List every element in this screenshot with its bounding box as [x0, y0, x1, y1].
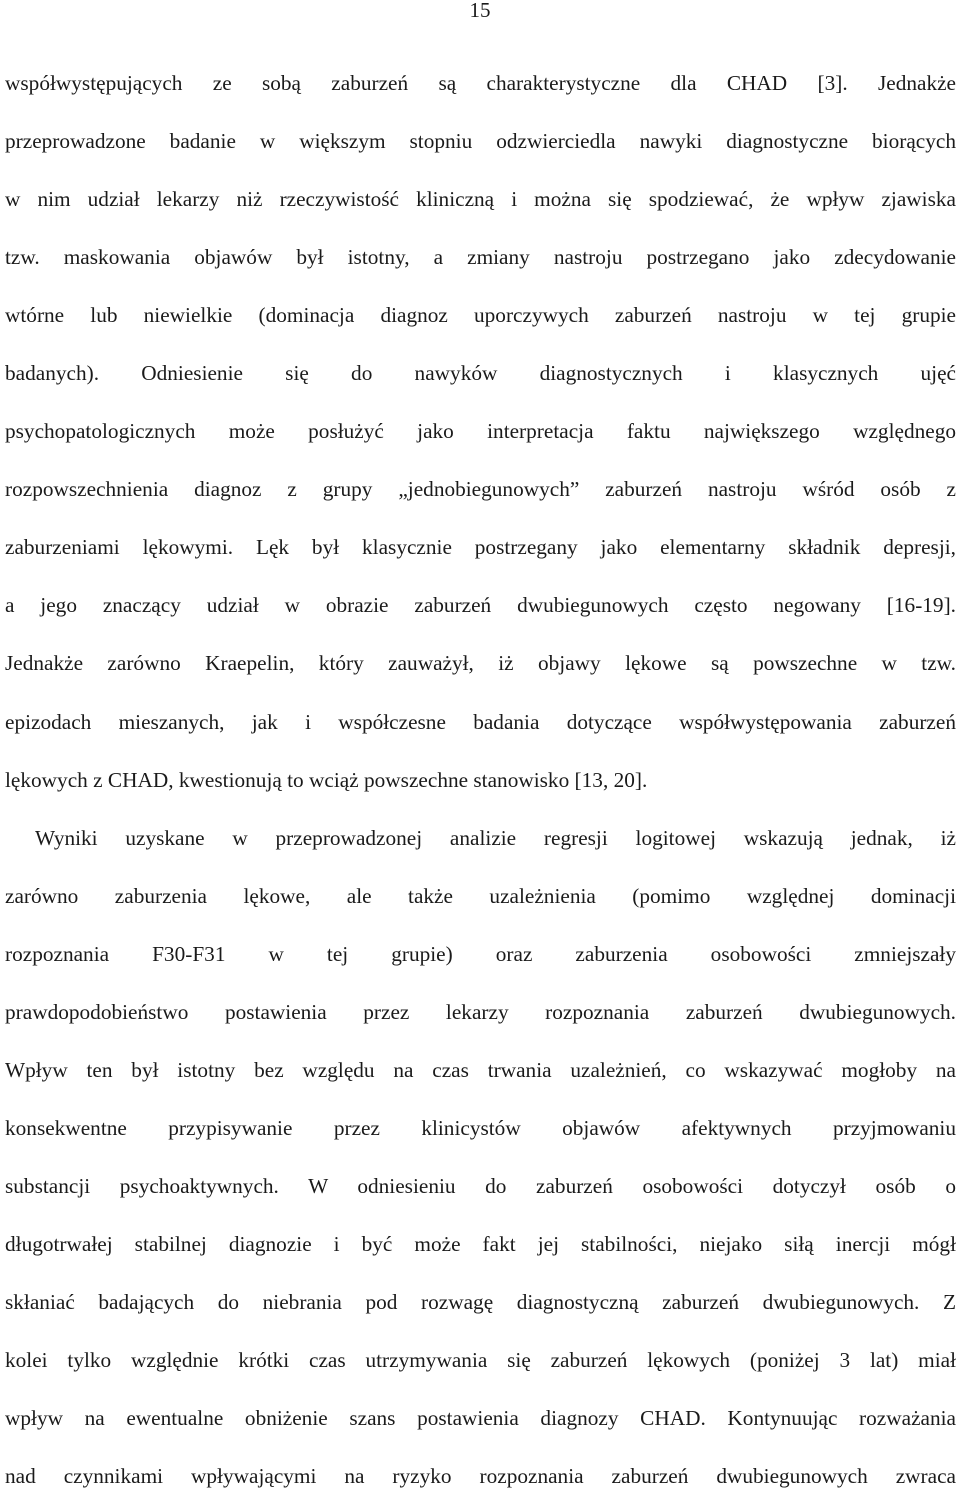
text-line: a jego znaczący udział w obrazie zaburzeń dwubiegunowych często negowany [16-19].: [5, 593, 956, 618]
text-line: rozpowszechnienia diagnoz z grupy „jednobiegunowych” zaburzeń nastroju wśród osób z: [5, 477, 956, 502]
text-line: przeprowadzone badanie w większym stopniu odzwierciedla nawyki diagnostyczne biorących: [5, 129, 956, 154]
text-line: skłaniać badających do niebrania pod rozwagę diagnostyczną zaburzeń dwubiegunowych. Z: [5, 1289, 956, 1314]
text-line: prawdopodobieństwo postawienia przez lekarzy rozpoznania zaburzeń dwubiegunowych.: [5, 999, 956, 1024]
text-line: konsekwentne przypisywanie przez klinicystów objawów afektywnych przyjmowaniu: [5, 1115, 956, 1140]
text-line: długotrwałej stabilnej diagnozie i być może fakt jej stabilności, niejako siłą inercji mógł: [5, 1231, 956, 1256]
text-line: współwystępujących ze sobą zaburzeń są charakterystyczne dla CHAD [3]. Jednakże: [5, 71, 956, 95]
text-line: zaburzeniami lękowymi. Lęk był klasycznie postrzegany jako elementarny składnik depresji,: [5, 535, 956, 560]
text-line: w nim udział lekarzy niż rzeczywistość kliniczną i można się spodziewać, że wpływ zjawiska: [5, 187, 956, 212]
text-line: epizodach mieszanych, jak i współczesne badania dotyczące współwystępowania zaburzeń: [5, 709, 956, 734]
paragraph-1: [5, 54, 956, 809]
text-line: tzw. maskowania objawów był istotny, a zmiany nastroju postrzegano jako zdecydowanie: [5, 245, 956, 270]
text-line: nad czynnikami wpływającymi na ryzyko rozpoznania zaburzeń dwubiegunowych zwraca: [5, 1464, 956, 1489]
text-line: badanych). Odniesienie się do nawyków diagnostycznych i klasycznych ujęć: [5, 361, 956, 386]
text-line: Wpływ ten był istotny bez względu na czas trwania uzależnień, co wskazywać mogłoby na: [5, 1057, 956, 1082]
paragraph-2: [5, 809, 956, 1505]
text-line: zarówno zaburzenia lękowe, ale także uzależnienia (pomimo względnej dominacji: [5, 883, 956, 908]
text-line: wtórne lub niewielkie (dominacja diagnoz uporczywych zaburzeń nastroju w tej grupie: [5, 303, 956, 328]
text-line: Wyniki uzyskane w przeprowadzonej analizie regresji logitowej wskazują jednak, iż: [35, 825, 956, 850]
text-line: Jednakże zarówno Kraepelin, który zauważył, iż objawy lękowe są powszechne w tzw.: [5, 651, 956, 676]
text-line: kolei tylko względnie krótki czas utrzymywania się zaburzeń lękowych (poniżej 3 lat) miał: [5, 1348, 956, 1373]
text-line: psychopatologicznych może posłużyć jako interpretacja faktu największego względnego: [5, 419, 956, 444]
text-line: lękowych z CHAD, kwestionują to wciąż powszechne stanowisko [13, 20].: [5, 767, 648, 792]
text-line: rozpoznania F30-F31 w tej grupie) oraz zaburzenia osobowości zmniejszały: [5, 941, 956, 966]
body-text: [5, 54, 956, 1505]
text-line: wpływ na ewentualne obniżenie szans postawienia diagnozy CHAD. Kontynuując rozważania: [5, 1406, 956, 1431]
text-line: substancji psychoaktywnych. W odniesieniu do zaburzeń osobowości dotyczył osób o: [5, 1173, 956, 1198]
page-number: 15: [469, 0, 491, 22]
